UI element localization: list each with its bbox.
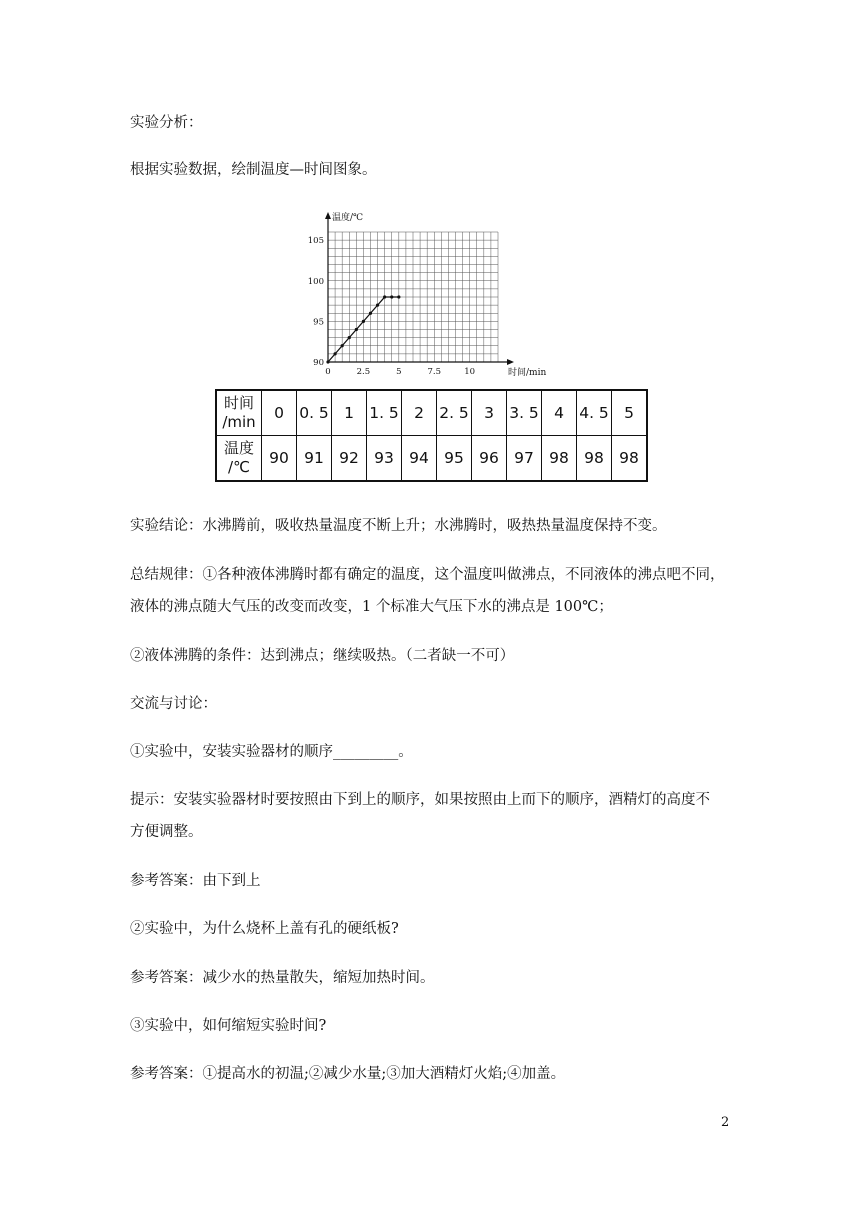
- page-number: 2: [721, 1115, 730, 1130]
- table-row-time: [216, 390, 647, 436]
- chart-axes: [325, 212, 514, 365]
- data-point: [348, 336, 351, 339]
- time-header: [216, 390, 262, 436]
- intro-text: 根据实验数据，绘制温度—时间图象。: [130, 162, 377, 178]
- data-point: [362, 320, 365, 323]
- y-axis-label: 温度/℃: [332, 213, 364, 223]
- chart-grid: [328, 232, 498, 362]
- y-tick-label: 95: [313, 317, 324, 328]
- x-axis-label: 时间/min: [508, 368, 547, 378]
- temperature-cell: 97: [507, 436, 542, 482]
- question-1: ①实验中，安装实验器材的顺序_________。: [130, 744, 413, 760]
- summary-line-1: 总结规律：①各种液体沸腾时都有确定的温度，这个温度叫做沸点，不同液体的沸点吧不同，: [130, 567, 725, 583]
- x-tick-label: 10: [464, 367, 476, 377]
- hint-line-2: 方便调整。: [130, 824, 203, 840]
- answer-3: 参考答案：①提高水的初温;②减少水量;③加大酒精灯火焰;④加盖。: [130, 1066, 566, 1082]
- time-cell: 2. 5: [437, 390, 472, 436]
- summary-line-2: 液体的沸点随大气压的改变而改变，1 个标准大气压下水的沸点是 100℃；: [130, 599, 613, 615]
- temperature-cell: 90: [262, 436, 297, 482]
- conclusion-text: 实验结论：水沸腾前，吸收热量温度不断上升；水沸腾时，吸热热量温度保持不变。: [130, 518, 667, 534]
- temperature-cell: 98: [542, 436, 577, 482]
- temperature-cell: 98: [612, 436, 648, 482]
- time-cell: 0. 5: [297, 390, 332, 436]
- temperature-cell: 95: [437, 436, 472, 482]
- y-axis-arrow: [325, 212, 331, 219]
- time-cell: 3: [472, 390, 507, 436]
- time-header-line2: /min: [222, 413, 256, 431]
- x-axis-arrow: [507, 359, 514, 365]
- data-point: [355, 328, 358, 331]
- time-cell: 0: [262, 390, 297, 436]
- time-cell: 5: [612, 390, 648, 436]
- temperature-cell: 92: [332, 436, 367, 482]
- data-point: [326, 360, 329, 363]
- analysis-heading: 实验分析：: [130, 115, 203, 131]
- discussion-heading: 交流与讨论：: [130, 696, 217, 712]
- x-tick-label: 5: [396, 367, 402, 377]
- temperature-time-chart: [300, 205, 555, 380]
- data-point: [397, 295, 400, 298]
- time-cell: 1: [332, 390, 367, 436]
- data-point: [369, 312, 372, 315]
- data-point: [390, 295, 393, 298]
- x-tick-label: 0: [325, 367, 331, 377]
- temperature-cell: 93: [367, 436, 402, 482]
- data-point: [341, 344, 344, 347]
- y-tick-label: 100: [307, 276, 324, 287]
- boiling-condition-text: ②液体沸腾的条件：达到沸点；继续吸热。（二者缺一不可）: [130, 648, 515, 664]
- temperature-header: [216, 436, 262, 482]
- time-cell: 4: [542, 390, 577, 436]
- y-tick-label: 105: [307, 236, 324, 247]
- data-point: [376, 304, 379, 307]
- chart-svg: [300, 205, 555, 380]
- temperature-cell: 96: [472, 436, 507, 482]
- data-point: [383, 295, 386, 298]
- time-cell: 2: [402, 390, 437, 436]
- question-3: ③实验中，如何缩短实验时间?: [130, 1018, 327, 1034]
- answer-2: 参考答案：减少水的热量散失，缩短加热时间。: [130, 970, 435, 986]
- time-cell: 3. 5: [507, 390, 542, 436]
- hint-line-1: 提示：安装实验器材时要按照由下到上的顺序，如果按照由上而下的顺序，酒精灯的高度不: [130, 792, 710, 808]
- time-cell: 4. 5: [577, 390, 612, 436]
- question-2: ②实验中，为什么烧杯上盖有孔的硬纸板?: [130, 921, 399, 937]
- temperature-cell: 94: [402, 436, 437, 482]
- table-row-temperature: [216, 436, 647, 482]
- y-tick-label: 90: [313, 358, 324, 368]
- temperature-header-line2: /℃: [228, 458, 250, 476]
- temperature-header-line1: 温度: [223, 439, 254, 457]
- data-table: [215, 389, 648, 482]
- temperature-cell: 98: [577, 436, 612, 482]
- data-point: [333, 352, 336, 355]
- x-tick-label: 2.5: [356, 367, 371, 377]
- time-cell: 1. 5: [367, 390, 402, 436]
- x-tick-label: 7.5: [427, 367, 442, 377]
- answer-1: 参考答案：由下到上: [130, 873, 261, 889]
- time-header-line1: 时间: [223, 394, 254, 412]
- temperature-cell: 91: [297, 436, 332, 482]
